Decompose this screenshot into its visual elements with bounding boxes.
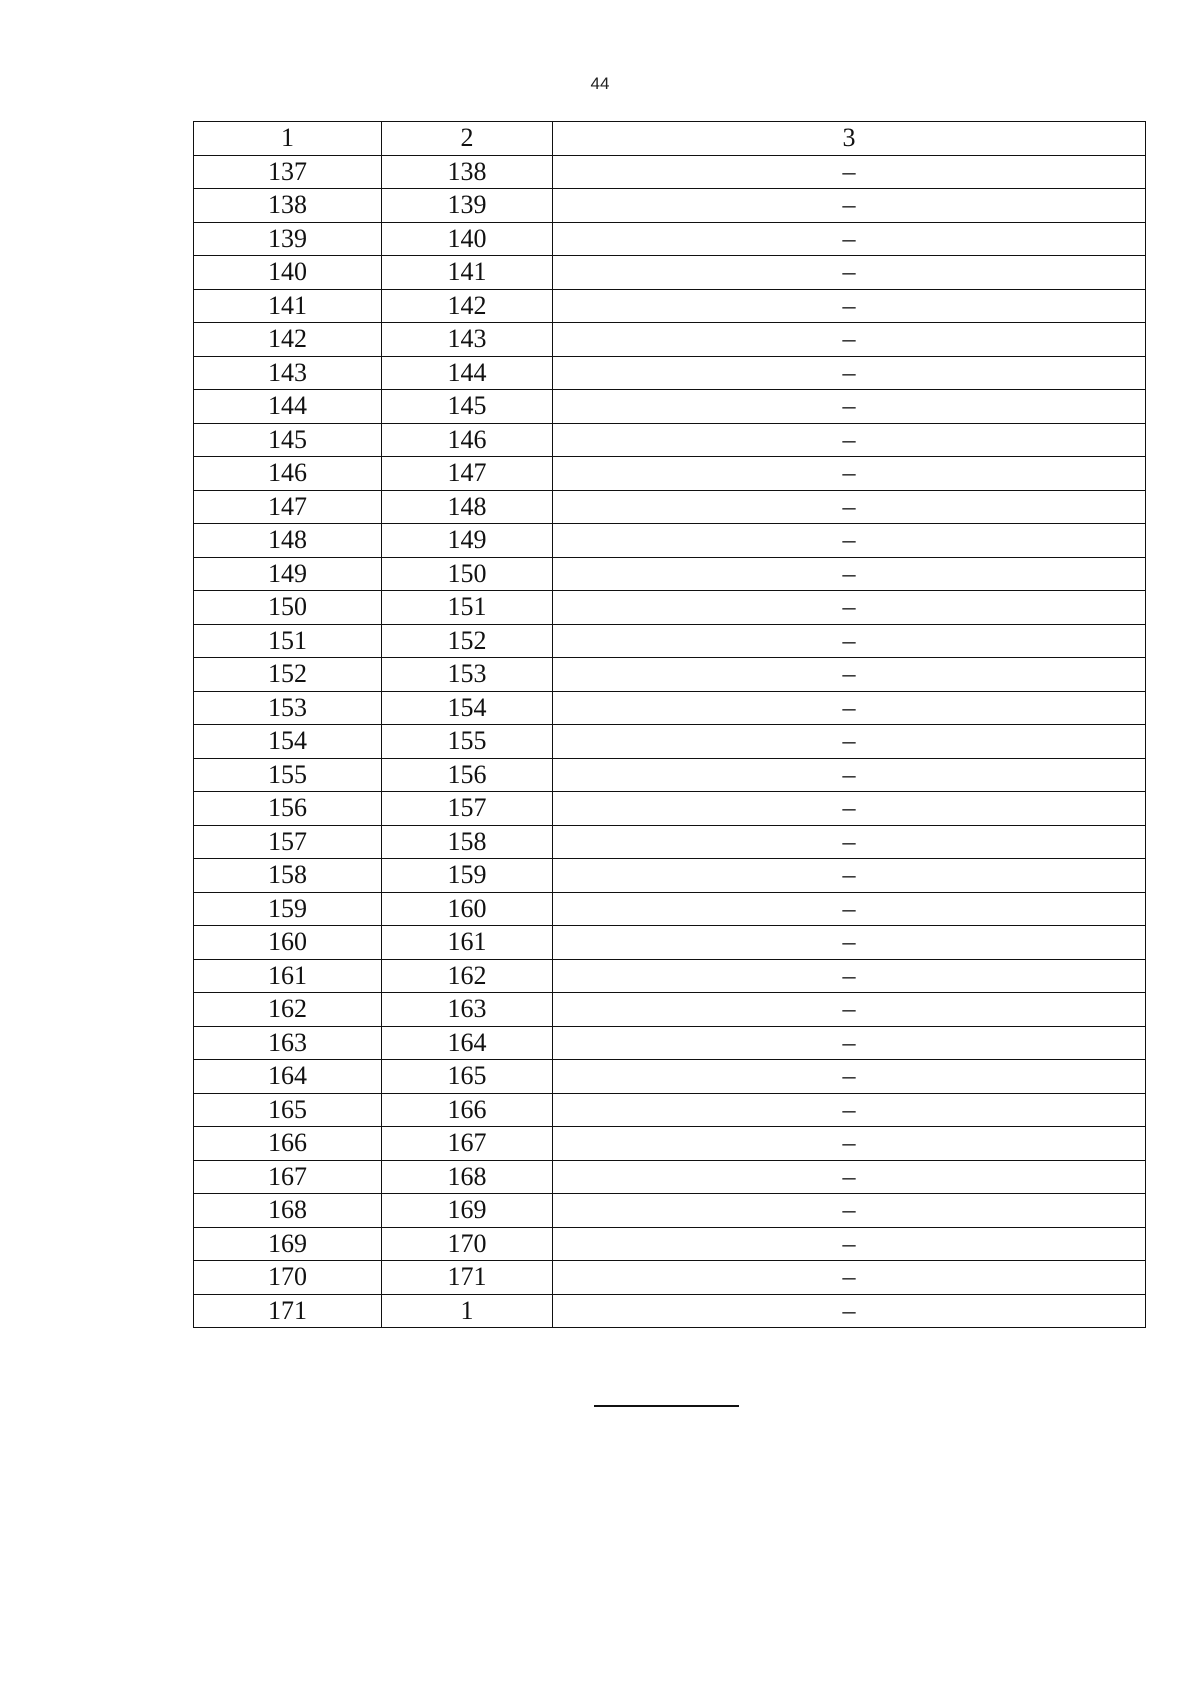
table-cell-col-3: – bbox=[553, 524, 1146, 558]
table-cell-col-2: 157 bbox=[382, 792, 553, 826]
table-row bbox=[194, 289, 1146, 323]
table-cell-col-3: – bbox=[553, 926, 1146, 960]
table-cell-col-3: – bbox=[553, 457, 1146, 491]
table-cell-col-1: 151 bbox=[194, 624, 382, 658]
end-rule bbox=[594, 1405, 739, 1407]
table-cell-col-2: 149 bbox=[382, 524, 553, 558]
table-row bbox=[194, 557, 1146, 591]
table-cell-col-3: – bbox=[553, 1227, 1146, 1261]
table-cell-col-3: – bbox=[553, 289, 1146, 323]
table-cell-col-2: 161 bbox=[382, 926, 553, 960]
table-row bbox=[194, 758, 1146, 792]
table-row bbox=[194, 155, 1146, 189]
table-cell-col-2: 158 bbox=[382, 825, 553, 859]
table-row bbox=[194, 1160, 1146, 1194]
table-row bbox=[194, 1026, 1146, 1060]
table-cell-col-3: – bbox=[553, 1261, 1146, 1295]
table-cell-col-2: 144 bbox=[382, 356, 553, 390]
table-cell-col-3: – bbox=[553, 1127, 1146, 1161]
table-cell-col-2: 170 bbox=[382, 1227, 553, 1261]
table-cell-col-2: 139 bbox=[382, 189, 553, 223]
table-cell-col-2: 156 bbox=[382, 758, 553, 792]
table-cell-col-2: 167 bbox=[382, 1127, 553, 1161]
header-row bbox=[194, 122, 1146, 156]
table-cell-col-1: 147 bbox=[194, 490, 382, 524]
table-cell-col-2: 151 bbox=[382, 591, 553, 625]
table-row bbox=[194, 189, 1146, 223]
table-row bbox=[194, 624, 1146, 658]
table-cell-col-2: 140 bbox=[382, 222, 553, 256]
table-cell-col-2: 163 bbox=[382, 993, 553, 1027]
table-row bbox=[194, 792, 1146, 826]
table-cell-col-2: 164 bbox=[382, 1026, 553, 1060]
table-cell-col-1: 169 bbox=[194, 1227, 382, 1261]
table-cell-col-3: – bbox=[553, 691, 1146, 725]
table-cell-col-2: 169 bbox=[382, 1194, 553, 1228]
table-cell-col-1: 140 bbox=[194, 256, 382, 290]
table-cell-col-3: – bbox=[553, 1194, 1146, 1228]
table-cell-col-2: 138 bbox=[382, 155, 553, 189]
table-cell-col-1: 159 bbox=[194, 892, 382, 926]
table-cell-col-3: – bbox=[553, 1026, 1146, 1060]
table-cell-col-1: 157 bbox=[194, 825, 382, 859]
table-cell-col-1: 153 bbox=[194, 691, 382, 725]
table-cell-col-2: 1 bbox=[382, 1294, 553, 1328]
table-cell-col-1: 141 bbox=[194, 289, 382, 323]
table-cell-col-2: 162 bbox=[382, 959, 553, 993]
table-row bbox=[194, 993, 1146, 1027]
table-cell-col-3: – bbox=[553, 1160, 1146, 1194]
table-cell-col-1: 158 bbox=[194, 859, 382, 893]
table-row bbox=[194, 725, 1146, 759]
table-row bbox=[194, 1194, 1146, 1228]
table-cell-col-3: – bbox=[553, 993, 1146, 1027]
table-cell-col-2: 147 bbox=[382, 457, 553, 491]
column-header-1: 1 bbox=[194, 122, 382, 156]
table-cell-col-2: 155 bbox=[382, 725, 553, 759]
table-cell-col-1: 152 bbox=[194, 658, 382, 692]
table-row bbox=[194, 658, 1146, 692]
table-cell-col-3: – bbox=[553, 222, 1146, 256]
table-row bbox=[194, 926, 1146, 960]
table-row bbox=[194, 859, 1146, 893]
table-cell-col-1: 160 bbox=[194, 926, 382, 960]
table-row bbox=[194, 691, 1146, 725]
table-cell-col-3: – bbox=[553, 256, 1146, 290]
table-cell-col-3: – bbox=[553, 792, 1146, 826]
table-row bbox=[194, 1227, 1146, 1261]
table-cell-col-3: – bbox=[553, 490, 1146, 524]
table-cell-col-2: 165 bbox=[382, 1060, 553, 1094]
table-cell-col-3: – bbox=[553, 624, 1146, 658]
table-cell-col-1: 143 bbox=[194, 356, 382, 390]
table-cell-col-1: 154 bbox=[194, 725, 382, 759]
table-row bbox=[194, 323, 1146, 357]
table-cell-col-1: 164 bbox=[194, 1060, 382, 1094]
table-cell-col-2: 143 bbox=[382, 323, 553, 357]
table-row bbox=[194, 256, 1146, 290]
table-cell-col-1: 150 bbox=[194, 591, 382, 625]
column-header-3: 3 bbox=[553, 122, 1146, 156]
table-cell-col-3: – bbox=[553, 959, 1146, 993]
table-cell-col-3: – bbox=[553, 390, 1146, 424]
table-row bbox=[194, 490, 1146, 524]
table-body bbox=[194, 155, 1146, 1328]
table-cell-col-2: 171 bbox=[382, 1261, 553, 1295]
table-row bbox=[194, 390, 1146, 424]
table-cell-col-3: – bbox=[553, 591, 1146, 625]
table-cell-col-3: – bbox=[553, 859, 1146, 893]
table-cell-col-1: 142 bbox=[194, 323, 382, 357]
table-cell-col-1: 148 bbox=[194, 524, 382, 558]
table-cell-col-3: – bbox=[553, 557, 1146, 591]
table-cell-col-2: 168 bbox=[382, 1160, 553, 1194]
table-row bbox=[194, 524, 1146, 558]
table-cell-col-1: 166 bbox=[194, 1127, 382, 1161]
column-header-2: 2 bbox=[382, 122, 553, 156]
table-cell-col-3: – bbox=[553, 155, 1146, 189]
table-cell-col-1: 144 bbox=[194, 390, 382, 424]
table-cell-col-3: – bbox=[553, 1294, 1146, 1328]
table-header bbox=[194, 122, 1146, 156]
table-cell-col-1: 168 bbox=[194, 1194, 382, 1228]
table-cell-col-2: 148 bbox=[382, 490, 553, 524]
table-row bbox=[194, 1127, 1146, 1161]
table-cell-col-2: 145 bbox=[382, 390, 553, 424]
table-cell-col-1: 171 bbox=[194, 1294, 382, 1328]
table-row bbox=[194, 356, 1146, 390]
table-cell-col-1: 145 bbox=[194, 423, 382, 457]
table-row bbox=[194, 959, 1146, 993]
table-cell-col-3: – bbox=[553, 323, 1146, 357]
table-cell-col-1: 146 bbox=[194, 457, 382, 491]
table-row bbox=[194, 825, 1146, 859]
table-row bbox=[194, 1093, 1146, 1127]
table-cell-col-1: 139 bbox=[194, 222, 382, 256]
table-cell-col-2: 142 bbox=[382, 289, 553, 323]
page-number: 44 bbox=[590, 74, 610, 93]
table-cell-col-3: – bbox=[553, 892, 1146, 926]
table-row bbox=[194, 423, 1146, 457]
table-cell-col-2: 154 bbox=[382, 691, 553, 725]
table-cell-col-2: 159 bbox=[382, 859, 553, 893]
data-table bbox=[193, 121, 1146, 1328]
table-cell-col-3: – bbox=[553, 356, 1146, 390]
table-row bbox=[194, 892, 1146, 926]
table-row bbox=[194, 457, 1146, 491]
table-cell-col-2: 150 bbox=[382, 557, 553, 591]
table-cell-col-1: 167 bbox=[194, 1160, 382, 1194]
table-cell-col-3: – bbox=[553, 1060, 1146, 1094]
table-cell-col-1: 137 bbox=[194, 155, 382, 189]
table-cell-col-3: – bbox=[553, 758, 1146, 792]
table-cell-col-1: 163 bbox=[194, 1026, 382, 1060]
table-cell-col-1: 155 bbox=[194, 758, 382, 792]
table-cell-col-3: – bbox=[553, 825, 1146, 859]
table-cell-col-1: 170 bbox=[194, 1261, 382, 1295]
table-cell-col-1: 149 bbox=[194, 557, 382, 591]
table-row bbox=[194, 1261, 1146, 1295]
table-cell-col-1: 161 bbox=[194, 959, 382, 993]
table-row bbox=[194, 591, 1146, 625]
table-cell-col-3: – bbox=[553, 189, 1146, 223]
table-cell-col-3: – bbox=[553, 725, 1146, 759]
table-row bbox=[194, 1294, 1146, 1328]
table-cell-col-2: 141 bbox=[382, 256, 553, 290]
table-cell-col-1: 138 bbox=[194, 189, 382, 223]
table-cell-col-1: 156 bbox=[194, 792, 382, 826]
table-cell-col-2: 152 bbox=[382, 624, 553, 658]
table-cell-col-3: – bbox=[553, 658, 1146, 692]
table-cell-col-2: 146 bbox=[382, 423, 553, 457]
table-cell-col-3: – bbox=[553, 1093, 1146, 1127]
table-cell-col-2: 153 bbox=[382, 658, 553, 692]
table-row bbox=[194, 222, 1146, 256]
table-cell-col-2: 166 bbox=[382, 1093, 553, 1127]
table-cell-col-2: 160 bbox=[382, 892, 553, 926]
table-cell-col-1: 162 bbox=[194, 993, 382, 1027]
table-cell-col-1: 165 bbox=[194, 1093, 382, 1127]
table-cell-col-3: – bbox=[553, 423, 1146, 457]
table-row bbox=[194, 1060, 1146, 1094]
